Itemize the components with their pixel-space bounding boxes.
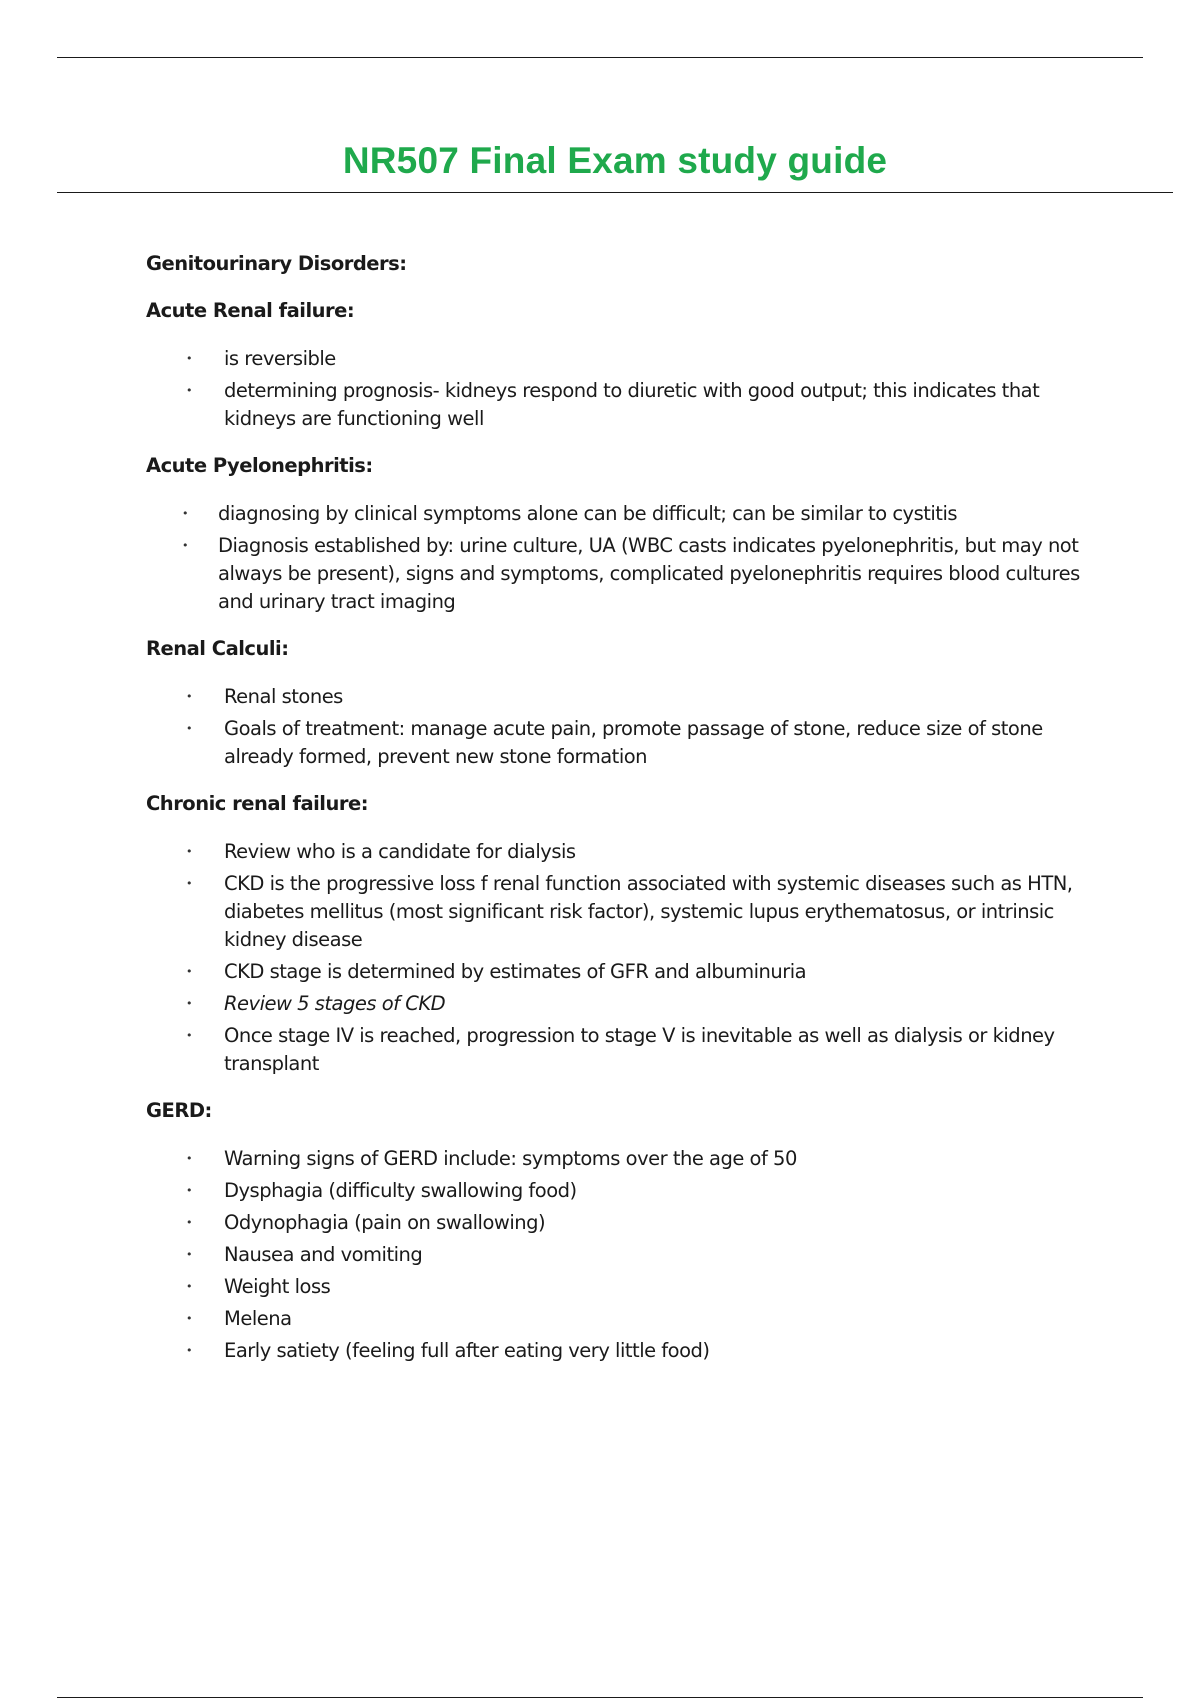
bullet-icon: • [186,1184,192,1197]
title-rule [57,192,1173,193]
list-item [146,958,1086,986]
list-item [146,838,1086,866]
list-gerd [146,1145,1086,1365]
bullet-icon: • [186,997,192,1010]
list-item-text: Review who is a candidate for dialysis [224,840,576,863]
list-item-text: Nausea and vomiting [224,1243,423,1266]
section-heading-genitourinary: Genitourinary Disorders: [146,252,407,275]
bullet-icon: • [186,1029,192,1042]
list-acute-pyelonephritis [146,500,1086,616]
bottom-rule [57,1697,1143,1698]
section-heading-renal-calculi: Renal Calculi: [146,637,289,660]
list-item-text: Warning signs of GERD include: symptoms over the age of 50 [224,1147,797,1170]
list-item [146,532,1086,616]
list-item [146,1177,1086,1205]
list-item-text: is reversible [224,347,336,370]
list-item [146,500,1086,528]
section-heading-chronic-renal-failure: Chronic renal failure: [146,792,369,815]
list-item [146,1337,1086,1365]
section-heading-gerd: GERD: [146,1099,212,1122]
list-item-text: CKD is the progressive loss f renal function associated with systemic diseases such as HTN, diabetes mellitus (most significant risk factor), systemic lupus erythematosus, or intrinsic kidney disease [224,872,1073,951]
list-acute-renal-failure [146,345,1086,433]
list-item [146,1273,1086,1301]
list-item-text: diagnosing by clinical symptoms alone can be difficult; can be similar to cystitis [218,502,958,525]
bullet-icon: • [186,1216,192,1229]
list-item [146,1145,1086,1173]
list-item [146,377,1086,433]
bullet-icon: • [186,1248,192,1261]
section-heading-acute-pyelonephritis: Acute Pyelonephritis: [146,454,373,477]
list-item [146,870,1086,954]
list-item-text: Diagnosis established by: urine culture, UA (WBC casts indicates pyelonephritis, but may not always be present), signs and symptoms, complicated pyelonephritis requires blood cultures and urinary tract imaging [218,534,1080,613]
list-item-text: Weight loss [224,1275,331,1298]
list-item [146,990,1086,1018]
bullet-icon: • [186,965,192,978]
list-item [146,1022,1086,1078]
bullet-icon: • [182,539,188,552]
bullet-icon: • [186,1312,192,1325]
list-item-text: Early satiety (feeling full after eating very little food) [224,1339,710,1362]
bullet-icon: • [186,1280,192,1293]
list-item-text: Dysphagia (difficulty swallowing food) [224,1179,577,1202]
list-item [146,1305,1086,1333]
list-renal-calculi [146,683,1086,771]
bullet-icon: • [186,1344,192,1357]
top-rule [57,57,1143,58]
list-item-text: Odynophagia (pain on swallowing) [224,1211,546,1234]
list-item [146,1241,1086,1269]
list-item-text: Once stage IV is reached, progression to stage V is inevitable as well as dialysis or kidney transplant [224,1024,1055,1075]
list-item [146,715,1086,771]
document-body [146,250,1086,1369]
bullet-icon: • [182,507,188,520]
section-heading-acute-renal-failure: Acute Renal failure: [146,299,355,322]
document-title: NR507 Final Exam study guide [342,140,888,181]
bullet-icon: • [186,1152,192,1165]
bullet-icon: • [186,722,192,735]
list-chronic-renal-failure [146,838,1086,1078]
bullet-icon: • [186,384,192,397]
list-item-text: Melena [224,1307,292,1330]
list-item-text: Review 5 stages of CKD [224,992,446,1015]
list-item-text: CKD stage is determined by estimates of GFR and albuminuria [224,960,807,983]
list-item-text: Renal stones [224,685,343,708]
list-item [146,1209,1086,1237]
list-item [146,683,1086,711]
bullet-icon: • [186,845,192,858]
list-item-text: Goals of treatment: manage acute pain, promote passage of stone, reduce size of stone already formed, prevent new stone formation [224,717,1043,768]
bullet-icon: • [186,352,192,365]
list-item [146,345,1086,373]
bullet-icon: • [186,877,192,890]
list-item-text: determining prognosis- kidneys respond to diuretic with good output; this indicates that kidneys are functioning well [224,379,1040,430]
bullet-icon: • [186,690,192,703]
